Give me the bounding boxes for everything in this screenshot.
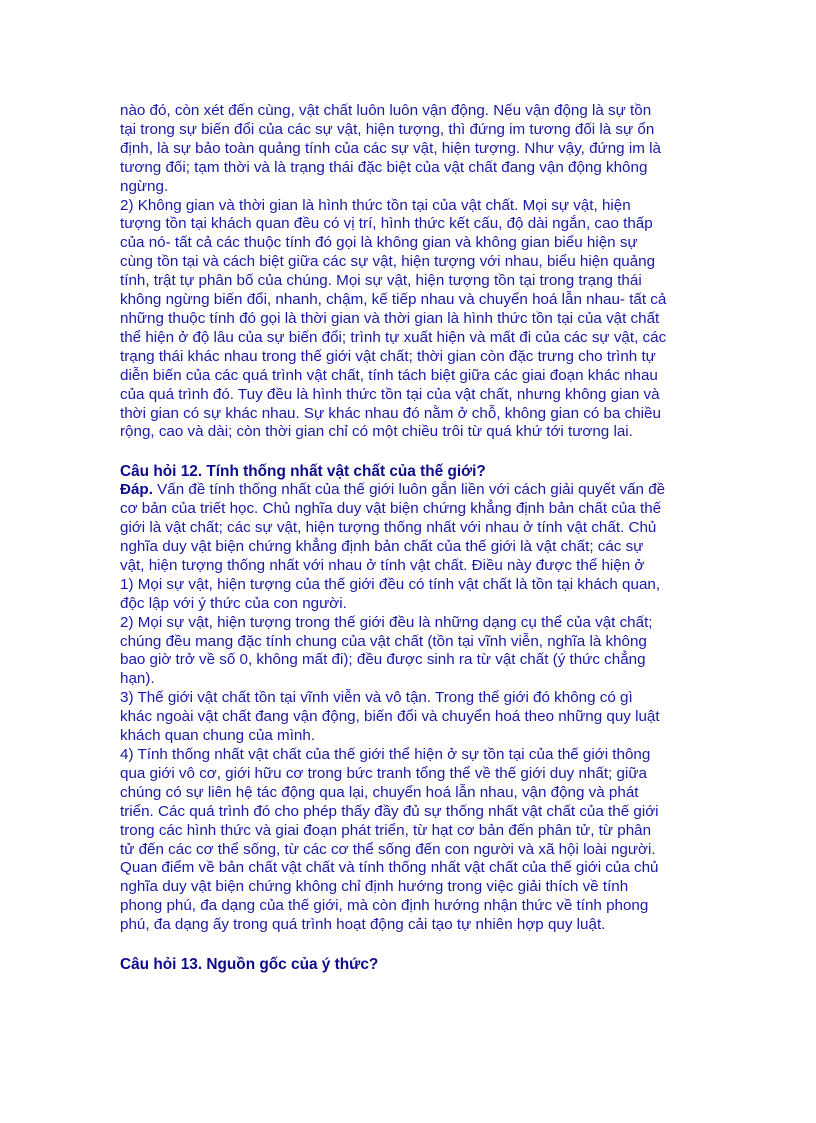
text-line: hạn).	[120, 670, 155, 688]
text-line: 4) Tính thống nhất vật chất của thế giới thể hiện ở sự tồn tại của thế giới thông	[120, 746, 651, 763]
spacer	[120, 935, 716, 955]
text-line: ngừng.	[120, 177, 169, 195]
spacer	[120, 442, 716, 462]
text-line: chúng có sự liên hệ tác động qua lại, chuyển hoá lẫn nhau, vận động và phát	[120, 783, 639, 801]
text-line: thể hiện ở độ lâu của sự biến đổi; trình tự xuất hiện và mất đi của các sự vật, các	[120, 328, 667, 346]
text-line: nghĩa duy vật biện chứng không chỉ định hướng trong việc giải thích về tính	[120, 878, 629, 896]
text-line: tử đến các cơ thể sống, từ các cơ thể sống đến con người và xã hội loài người.	[120, 840, 656, 858]
text-line: triển. Các quá trình đó cho phép thấy đầy đủ sự thống nhất vật chất của thế giới	[120, 802, 659, 820]
question-12-heading: Câu hỏi 12. Tính thống nhất vật chất của thế giới?	[120, 463, 486, 481]
intro-section	[120, 102, 716, 442]
text-line: 2) Không gian và thời gian là hình thức tồn tại của vật chất. Mọi sự vật, hiện	[120, 196, 631, 214]
text-line: giới là vật chất; các sự vật, hiện tượng thống nhất với nhau ở tính vật chất. Chủ	[120, 519, 657, 537]
text-line: định, là sự bảo toàn quảng tính của các sự vật, hiện tượng. Như vậy, đứng im là	[120, 139, 661, 157]
text-line: trạng thái khác nhau trong thế giới vật chất; thời gian còn đặc trưng cho trình tự	[120, 347, 656, 365]
question-13-heading: Câu hỏi 13. Nguồn gốc của ý thức?	[120, 956, 379, 974]
question-12-section	[120, 462, 716, 935]
text-line: rộng, cao và dài; còn thời gian chỉ có một chiều trôi từ quá khứ tới tương lai.	[120, 423, 633, 441]
text-line: những thuộc tính đó gọi là thời gian và thời gian là hình thức tồn tại của vật chất	[120, 309, 660, 327]
text-line: 3) Thế giới vật chất tồn tại vĩnh viễn và vô tận. Trong thế giới đó không có gì	[120, 689, 633, 707]
text-line: cơ bản của triết học. Chủ nghĩa duy vật biện chứng khẳng định bản chất của thế	[120, 500, 662, 518]
answer-first-line	[120, 481, 716, 500]
answer-first-line-text: Vấn đề tính thống nhất của thế giới luôn gắn liền với cách giải quyết vấn đề	[152, 481, 666, 499]
text-line: tương đối; tạm thời và là trạng thái đặc biệt của vật chất đang vận động không	[120, 158, 648, 176]
text-line: Quan điểm về bản chất vật chất và tính thống nhất vật chất của thế giới của chủ	[120, 859, 659, 877]
text-line: không ngừng biến đổi, nhanh, chậm, kế tiếp nhau và chuyển hoá lẫn nhau- tất cả	[120, 291, 667, 309]
text-line: thời gian có sự khác nhau. Sự khác nhau đó nằm ở chỗ, không gian có ba chiều	[120, 404, 661, 422]
text-line: phú, đa dạng ấy trong quá trình hoạt động cải tạo tự nhiên hợp quy luật.	[120, 916, 606, 934]
text-line: cùng tồn tại và cách biệt giữa các sự vật, hiện tượng với nhau, biểu hiện quảng	[120, 253, 656, 271]
text-line: tính, trật tự phân bố của chúng. Mọi sự vật, hiện tượng tồn tại trong trạng thái	[120, 272, 642, 290]
text-line: nghĩa duy vật biện chứng khẳng định bản chất của thế giới là vật chất; các sự	[120, 538, 644, 556]
text-line: tại trong sự biến đổi của các sự vật, hiện tượng, thì đứng im tương đối là sự ổn	[120, 120, 655, 138]
text-line: vật, hiện tượng thống nhất với nhau ở tính vật chất. Điều này được thể hiện ở	[120, 556, 645, 574]
text-line: trong các hình thức và giai đoạn phát triển, từ hạt cơ bản đến phân tử, từ phân	[120, 821, 652, 839]
text-line: khác ngoài vật chất đang vận động, biến đổi và chuyển hoá theo những quy luật	[120, 708, 660, 726]
text-line: qua giới vô cơ, giới hữu cơ trong bức tranh tổng thể về thế giới duy nhất; giữa	[120, 764, 647, 782]
answer-label: Đáp.	[120, 481, 153, 499]
text-line: diễn biến của các quá trình vật chất, tính tách biệt giữa các giai đoạn khác nhau	[120, 366, 658, 384]
text-line: khách quan chung của mình.	[120, 727, 316, 745]
text-line: của nó- tất cả các thuộc tính đó gọi là không gian và không gian biểu hiện sự	[120, 234, 638, 252]
text-line: chúng đều mang đặc tính chung của vật chất (tồn tại vĩnh viễn, nghĩa là không	[120, 632, 647, 650]
text-line: độc lập với ý thức của con người.	[120, 594, 347, 612]
text-line: 2) Mọi sự vật, hiện tượng trong thế giới đều là những dạng cụ thể của vật chất;	[120, 613, 653, 631]
text-line: tượng tồn tại khách quan đều có vị trí, hình thức kết cấu, độ dài ngắn, cao thấp	[120, 215, 653, 233]
text-line: của quá trình đó. Tuy đều là hình thức tồn tại của vật chất, nhưng không gian và	[120, 385, 660, 403]
text-line: nào đó, còn xét đến cùng, vật chất luôn luôn vận động. Nếu vận động là sự tồn	[120, 102, 652, 119]
text-line: bao giờ trở về số 0, không mất đi); đều được sinh ra từ vật chất (ý thức chẳng	[120, 651, 646, 669]
question-13-section	[120, 955, 716, 974]
text-line: 1) Mọi sự vật, hiện tượng của thế giới đều có tính vật chất là tồn tại khách quan,	[120, 575, 661, 593]
text-line: phong phú, đa dạng của thế giới, mà còn định hướng nhận thức về tính phong	[120, 897, 649, 915]
